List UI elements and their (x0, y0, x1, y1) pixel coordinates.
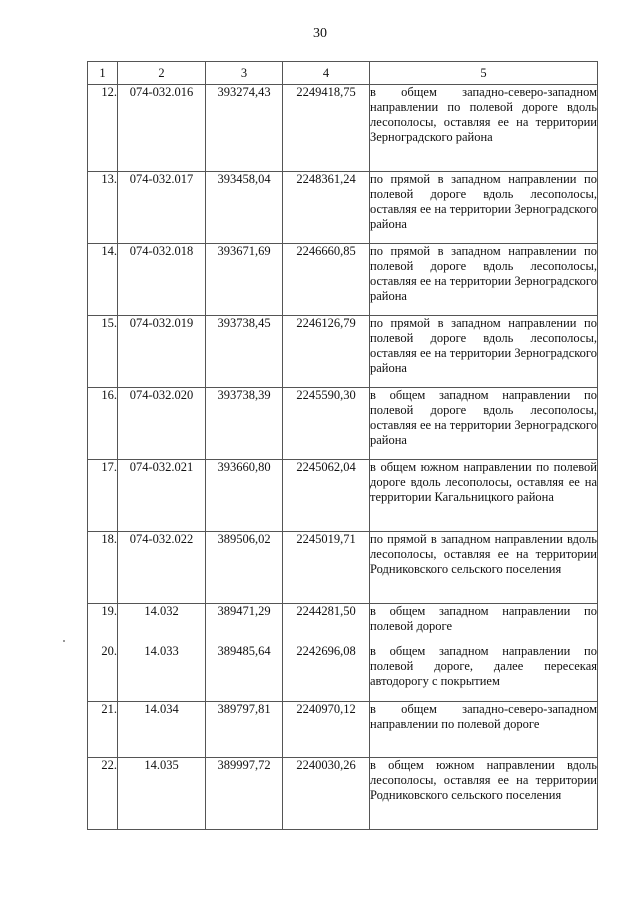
point-code: 074-032.021 (118, 460, 206, 532)
coord-y: 2240970,12 (283, 702, 370, 758)
coord-x: 393458,04 (206, 172, 283, 244)
row-number: 14. (88, 244, 118, 316)
direction-description: в общем западном направлении по полевой дороге вдоль лесополосы, оставляя ее на территории Зерноградского района (370, 388, 598, 460)
table-row (88, 758, 598, 830)
coord-x: 389997,72 (206, 758, 283, 830)
page-number: 30 (313, 26, 327, 41)
coord-x: 389506,02 (206, 532, 283, 604)
header-row (88, 62, 598, 85)
point-code: 074-032.022 (118, 532, 206, 604)
point-code: 074-032.017 (118, 172, 206, 244)
direction-description: в общем южном направлении по полевой дороге вдоль лесополосы, оставляя ее на территории Кагальницкого района (370, 460, 598, 532)
direction-description: по прямой в западном направлении по полевой дороге вдоль лесополосы, оставляя ее на территории Зерноградского района (370, 244, 598, 316)
coord-y: 2245062,04 (283, 460, 370, 532)
direction-description: в общем западном направлении по полевой дороге, далее пересекая автодорогу с покрытием (370, 644, 598, 702)
direction-description: в общем южном направлении вдоль лесополосы, оставляя ее на территории Родниковского сельского поселения (370, 758, 598, 830)
coord-y: 2245019,71 (283, 532, 370, 604)
point-code: 14.032 (118, 604, 206, 644)
row-number: 22. (88, 758, 118, 830)
table-row (88, 644, 598, 702)
coord-y: 2246660,85 (283, 244, 370, 316)
row-number: 15. (88, 316, 118, 388)
row-number: 13. (88, 172, 118, 244)
point-code: 074-032.020 (118, 388, 206, 460)
table-row (88, 172, 598, 244)
point-code: 074-032.016 (118, 85, 206, 172)
coord-x: 389797,81 (206, 702, 283, 758)
table-row (88, 85, 598, 172)
table-row (88, 604, 598, 644)
coord-y: 2240030,26 (283, 758, 370, 830)
direction-description: в общем западно-северо-западном направлении по полевой дороге (370, 702, 598, 758)
row-number: 19. (88, 604, 118, 644)
row-number: 12. (88, 85, 118, 172)
header-col-3: 3 (206, 62, 283, 85)
coord-x: 393274,43 (206, 85, 283, 172)
direction-description: в общем западном направлении по полевой дороге (370, 604, 598, 644)
table-row (88, 702, 598, 758)
coord-x: 389485,64 (206, 644, 283, 702)
table-row (88, 532, 598, 604)
coord-x: 393660,80 (206, 460, 283, 532)
row-number: 18. (88, 532, 118, 604)
header-col-1: 1 (88, 62, 118, 85)
table-row (88, 316, 598, 388)
boundary-points-table (87, 61, 598, 830)
direction-description: в общем западно-северо-западном направлении по полевой дороге вдоль лесополосы, оставляя ее на территории Зерноградского района (370, 85, 598, 172)
table-header (88, 62, 598, 85)
table-row (88, 244, 598, 316)
row-number: 21. (88, 702, 118, 758)
header-col-2: 2 (118, 62, 206, 85)
point-code: 074-032.019 (118, 316, 206, 388)
margin-mark (63, 640, 65, 642)
direction-description: по прямой в западном направлении по полевой дороге вдоль лесополосы, оставляя ее на территории Зерноградского района (370, 172, 598, 244)
table-body (88, 85, 598, 830)
coord-x: 393738,45 (206, 316, 283, 388)
coord-x: 389471,29 (206, 604, 283, 644)
header-col-5: 5 (370, 62, 598, 85)
coord-y: 2244281,50 (283, 604, 370, 644)
coord-y: 2242696,08 (283, 644, 370, 702)
direction-description: по прямой в западном направлении вдоль лесополосы, оставляя ее на территории Родниковского сельского поселения (370, 532, 598, 604)
coord-x: 393671,69 (206, 244, 283, 316)
point-code: 14.034 (118, 702, 206, 758)
point-code: 074-032.018 (118, 244, 206, 316)
table-row (88, 460, 598, 532)
direction-description: по прямой в западном направлении по полевой дороге вдоль лесополосы, оставляя ее на территории Зерноградского района (370, 316, 598, 388)
coord-y: 2246126,79 (283, 316, 370, 388)
row-number: 20. (88, 644, 118, 702)
row-number: 16. (88, 388, 118, 460)
coord-y: 2245590,30 (283, 388, 370, 460)
point-code: 14.035 (118, 758, 206, 830)
coord-y: 2248361,24 (283, 172, 370, 244)
point-code: 14.033 (118, 644, 206, 702)
coord-x: 393738,39 (206, 388, 283, 460)
table-row (88, 388, 598, 460)
header-col-4: 4 (283, 62, 370, 85)
coord-y: 2249418,75 (283, 85, 370, 172)
row-number: 17. (88, 460, 118, 532)
